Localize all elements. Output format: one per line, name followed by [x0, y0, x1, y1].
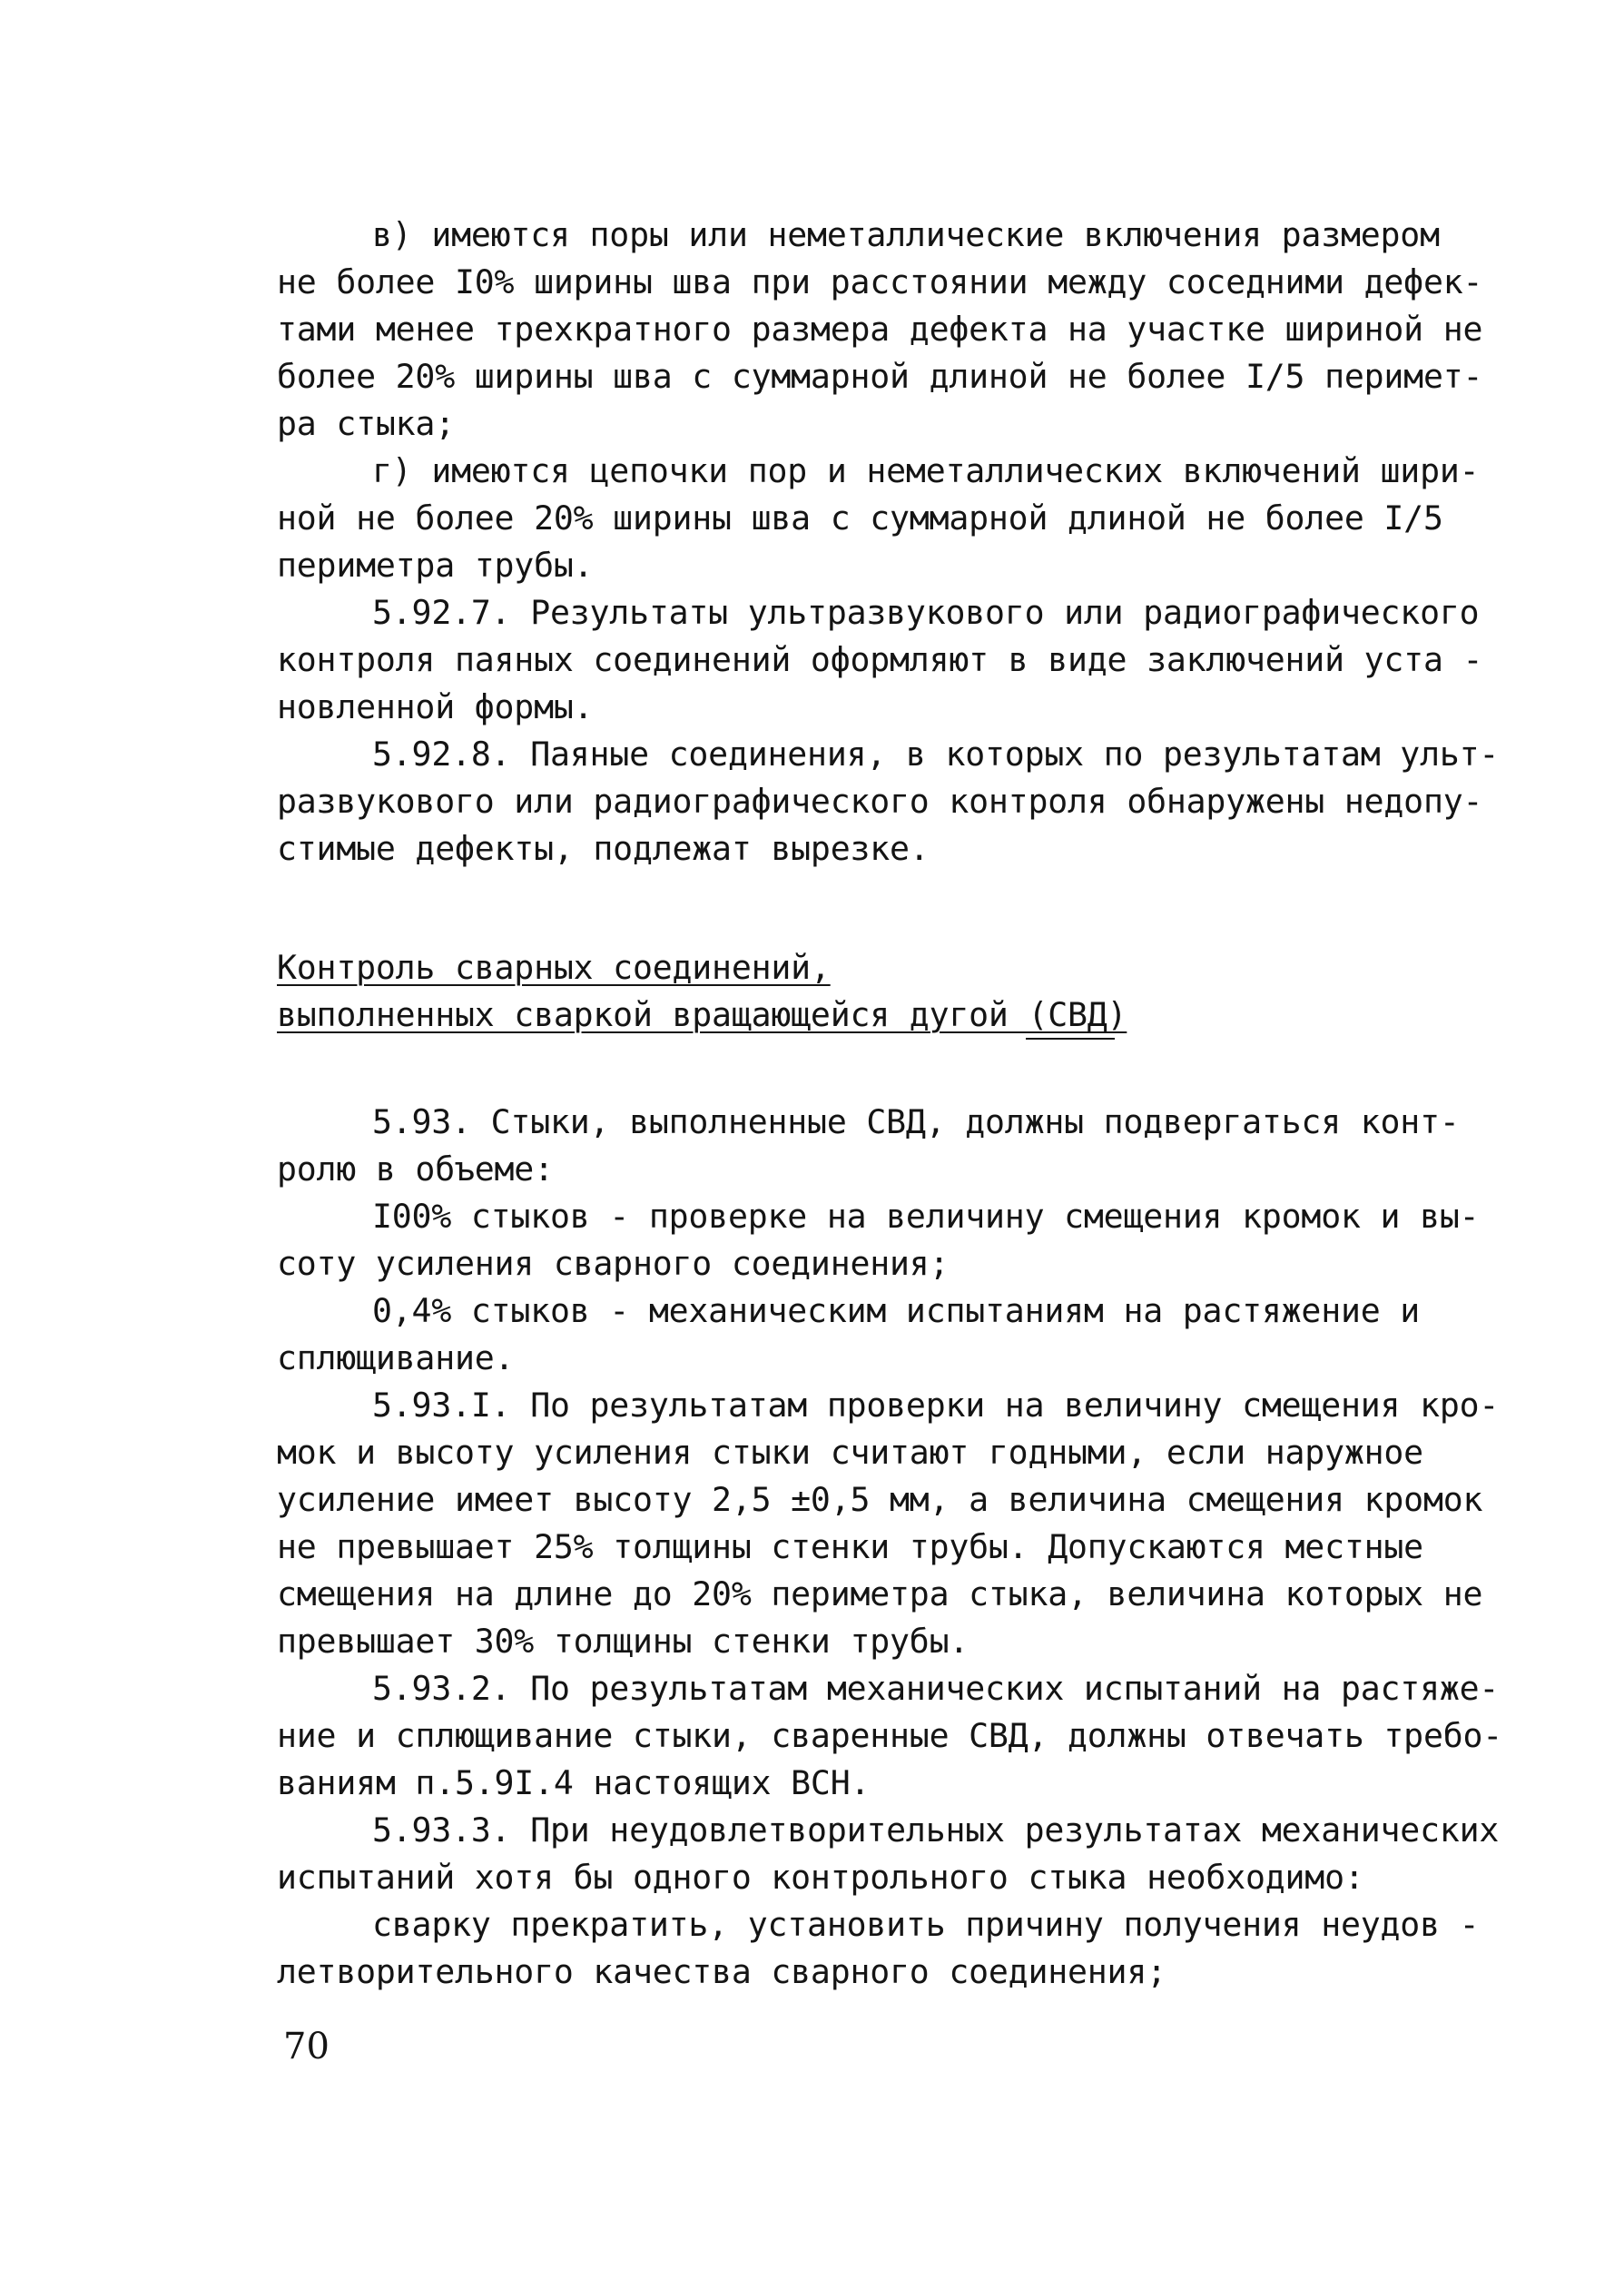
section-heading: Контроль сварных соединений,	[277, 948, 831, 987]
text-line: новленной формы.	[277, 687, 594, 726]
text-line: более 20% ширины шва с суммарной длиной не более I/5 перимет-	[277, 357, 1483, 396]
text-line: 0,4% стыков - механическим испытаниям на растяжение и	[372, 1291, 1421, 1330]
text-line: 5.93.3. При неудовлетворительных результатах механических	[372, 1810, 1500, 1850]
text-line: 5.92.7. Результаты ультразвукового или радиографического	[372, 593, 1480, 632]
text-line: 5.93. Стыки, выполненные СВД, должны подвергаться конт-	[372, 1102, 1460, 1141]
text-line: 5.93.2. По результатам механических испытаний на растяже-	[372, 1669, 1500, 1708]
text-line: усиление имеет высоту 2,5 ±0,5 мм, а величина смещения кромок	[277, 1480, 1483, 1519]
text-line: г) имеются цепочки пор и неметаллических включений шири-	[372, 451, 1480, 490]
text-line: сплющивание.	[277, 1338, 515, 1377]
text-line: летворительного качества сварного соединения;	[277, 1952, 1166, 1991]
text-line: 5.93.I. По результатам проверки на величину смещения кро-	[372, 1386, 1500, 1425]
text-line: контроля паяных соединений оформляют в виде заключений уста -	[277, 640, 1483, 679]
text-line: соту усиления сварного соединения;	[277, 1244, 950, 1283]
text-line: не превышает 25% толщины стенки трубы. Допускаются местные	[277, 1527, 1423, 1566]
page-number: 70	[283, 2026, 330, 2067]
text-line: стимые дефекты, подлежат вырезке.	[277, 829, 930, 868]
text-line: превышает 30% толщины стенки трубы.	[277, 1622, 969, 1661]
text-line: ной не более 20% ширины шва с суммарной длиной не более I/5	[277, 498, 1443, 538]
text-line: ваниям п.5.9I.4 настоящих ВСН.	[277, 1763, 871, 1802]
text-line: ролю в объеме:	[277, 1149, 554, 1189]
text-line: сварку прекратить, установить причину получения неудов -	[372, 1905, 1480, 1944]
text-line: испытаний хотя бы одного контрольного стыка необходимо:	[277, 1858, 1364, 1897]
section-heading: выполненных сваркой вращающейся дугой (СВД)	[277, 995, 1127, 1034]
text-line: ние и сплющивание стыки, сваренные СВД, должны отвечать требо-	[277, 1716, 1503, 1755]
text-line: в) имеются поры или неметаллические включения размером	[372, 215, 1440, 254]
text-line: 5.92.8. Паяные соединения, в которых по результатам ульт-	[372, 735, 1500, 774]
text-line: I00% стыков - проверке на величину смещения кромок и вы-	[372, 1197, 1480, 1236]
text-line: не более I0% ширины шва при расстоянии между соседними дефек-	[277, 262, 1483, 301]
text-line: тами менее трехкратного размера дефекта на участке шириной не	[277, 310, 1483, 349]
text-line: мок и высоту усиления стыки считают годными, если наружное	[277, 1433, 1423, 1472]
text-line: ра стыка;	[277, 404, 455, 443]
heading-underline-rule	[1026, 1038, 1115, 1040]
text-line: развукового или радиографического контроля обнаружены недопу-	[277, 782, 1483, 821]
text-line: периметра трубы.	[277, 546, 594, 585]
text-line: смещения на длине до 20% периметра стыка, величина которых не	[277, 1574, 1483, 1613]
